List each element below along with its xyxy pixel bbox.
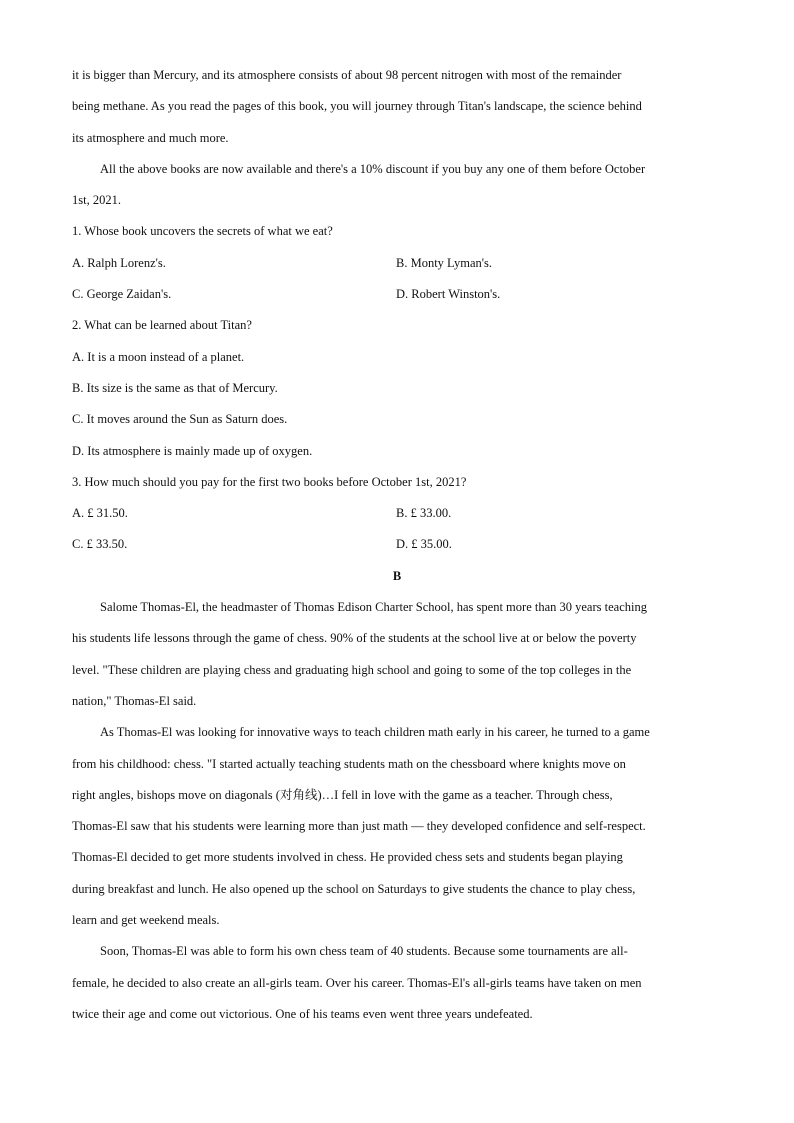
passage-b-paragraph-3 xyxy=(72,936,722,1030)
text-line: Soon, Thomas-El was able to form his own chess team of 40 students. Because some tournaments are all- xyxy=(100,944,628,959)
options-row xyxy=(72,498,722,529)
question-stem: 3. How much should you pay for the first two books before October 1st, 2021? xyxy=(72,474,467,489)
text-line: All the above books are now available and there's a 10% discount if you buy any one of them before October xyxy=(100,161,646,176)
options-row xyxy=(72,529,722,560)
option-c: C. George Zaidan's. xyxy=(72,287,172,302)
passage-b-paragraph-2 xyxy=(72,717,722,936)
option-a: A. £ 31.50. xyxy=(72,506,128,521)
option-a: A. It is a moon instead of a planet. xyxy=(72,349,245,364)
text-line: its atmosphere and much more. xyxy=(72,130,229,145)
question-stem: 1. Whose book uncovers the secrets of what we eat? xyxy=(72,224,333,239)
passage-b-paragraph-1 xyxy=(72,592,722,717)
question-2 xyxy=(72,310,722,466)
option-d: D. £ 35.00. xyxy=(396,537,452,552)
text-line: female, he decided to also create an all-girls team. Over his career. Thomas-El's all-girls teams have taken on men xyxy=(72,975,642,990)
section-title: B xyxy=(392,568,402,583)
text-line: twice their age and come out victorious. One of his teams even went three years undefeated. xyxy=(72,1006,533,1021)
text-line: being methane. As you read the pages of this book, you will journey through Titan's landscape, the science behind xyxy=(72,99,642,114)
document-page xyxy=(72,60,722,1030)
option-c: C. It moves around the Sun as Saturn does. xyxy=(72,412,288,427)
option-c: C. £ 33.50. xyxy=(72,537,128,552)
option-a: A. Ralph Lorenz's. xyxy=(72,255,166,270)
question-stem: 2. What can be learned about Titan? xyxy=(72,318,252,333)
option-b: B. Its size is the same as that of Mercury. xyxy=(72,380,278,395)
options-row xyxy=(72,248,722,279)
option-d: D. Its atmosphere is mainly made up of oxygen. xyxy=(72,443,313,458)
option-b: B. Monty Lyman's. xyxy=(396,255,493,270)
text-line: As Thomas-El was looking for innovative ways to teach children math early in his career, he turned to a game xyxy=(100,725,650,740)
text-line: 1st, 2021. xyxy=(72,193,121,208)
text-line: his students life lessons through the game of chess. 90% of the students at the school live at or below the poverty xyxy=(72,631,637,646)
text-line: it is bigger than Mercury, and its atmosphere consists of about 98 percent nitrogen with most of the remainder xyxy=(72,68,622,82)
text-line: level. "These children are playing chess and graduating high school and going to some of the top colleges in the xyxy=(72,662,632,677)
option-b: B. £ 33.00. xyxy=(396,506,452,521)
question-1 xyxy=(72,216,722,310)
discount-paragraph xyxy=(72,154,722,217)
option-d: D. Robert Winston's. xyxy=(396,287,501,302)
text-line: nation," Thomas-El said. xyxy=(72,693,197,708)
question-3 xyxy=(72,467,722,561)
text-line: Thomas-El decided to get more students involved in chess. He provided chess sets and students began playing xyxy=(72,850,623,865)
text-line: from his childhood: chess. "I started actually teaching students math on the chessboard where knights move on xyxy=(72,756,626,771)
text-line: learn and get weekend meals. xyxy=(72,913,220,928)
text-line: Salome Thomas-El, the headmaster of Thomas Edison Charter School, has spent more than 30 years teaching xyxy=(100,600,647,615)
options-row xyxy=(72,279,722,310)
passage-a-tail xyxy=(72,60,722,154)
text-line: during breakfast and lunch. He also opened up the school on Saturdays to give students the chance to play chess, xyxy=(72,881,636,896)
text-line: right angles, bishops move on diagonals (对角线)…I fell in love with the game as a teacher. Through chess, xyxy=(72,787,613,802)
text-line: Thomas-El saw that his students were learning more than just math — they developed confidence and self-respect. xyxy=(72,819,646,834)
